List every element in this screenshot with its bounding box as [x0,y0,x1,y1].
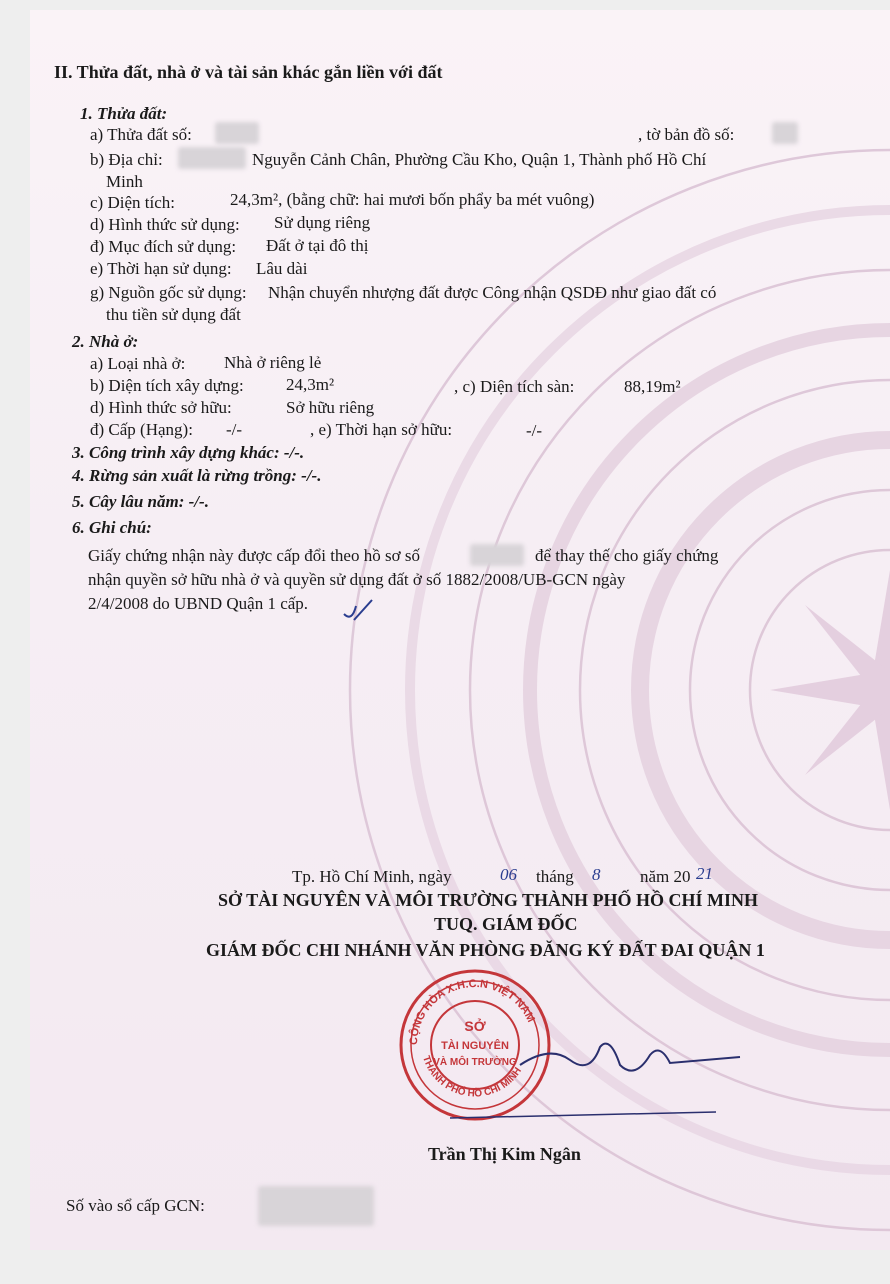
month-label: tháng [536,867,574,886]
forest: 4. Rừng sản xuất là rừng trồng: -/-. [72,466,322,485]
section-heading: II. Thửa đất, nhà ở và tài sản khác gắn liền với đất [54,62,443,82]
address-value: Nguyễn Cảnh Chân, Phường Cầu Kho, Quận 1, Thành phố Hồ Chí [252,150,707,169]
signature-underline [448,1108,718,1122]
house-title: 2. Nhà ở: [72,332,139,351]
director-title: GIÁM ĐỐC CHI NHÁNH VĂN PHÒNG ĐĂNG KÝ ĐẤT ĐAI QUẬN 1 [206,940,765,960]
map-sheet-label: , tờ bản đồ số: [638,125,735,144]
address-label: b) Địa chỉ: [90,150,163,169]
usage-form-value: Sử dụng riêng [274,213,371,232]
notes-line2: nhận quyền sở hữu nhà ở và quyền sử dụng đất ở số 1882/2008/UB-GCN ngày [88,570,626,589]
area-value: 24,3m², (bằng chữ: hai mươi bốn phẩy ba mét vuông) [230,190,595,209]
redacted-house-number [178,147,246,169]
date-day: 06 [500,865,517,884]
year-label: năm 20 [640,867,691,886]
term-value: Lâu dài [256,259,308,278]
date-month: 8 [592,865,601,884]
seal-ring-bottom: THÀNH PHỐ HỒ CHÍ MINH [420,1054,524,1100]
purpose-label: đ) Mục đích sử dụng: [90,237,237,256]
on-behalf: TUQ. GIÁM ĐỐC [434,914,578,934]
notes-line3: 2/4/2008 do UBND Quận 1 cấp. [88,594,309,613]
area-label: c) Diện tích: [90,193,175,212]
house-type-value: Nhà ở riêng lẻ [224,353,322,372]
ownership-value: Sở hữu riêng [286,398,375,417]
term-label: e) Thời hạn sử dụng: [90,259,232,278]
parcel-label: a) Thửa đất số: [90,125,192,144]
notes-line1b: để thay thế cho giấy chứng [535,546,719,565]
seal-ring-text: CỘNG HÒA X.H.C.N VIỆT NAM [407,977,537,1046]
grade-label: đ) Cấp (Hạng): [90,420,193,439]
build-area-value: 24,3m² [286,375,335,394]
other-works: 3. Công trình xây dựng khác: -/-. [72,443,305,462]
floor-area-value: 88,19m² [624,377,681,396]
certificate-page [30,10,890,1250]
seal-center3: VÀ MÔI TRƯỜNG [433,1057,517,1068]
floor-area-label: , c) Diện tích sàn: [454,377,575,396]
purpose-value: Đất ở tại đô thị [266,236,369,255]
ownership-label: d) Hình thức sở hữu: [90,398,232,417]
origin-value: Nhận chuyển nhượng đất được Công nhận QSDĐ như giao đất có [268,283,717,302]
notes-line1a: Giấy chứng nhận này được cấp đổi theo hồ sơ số [88,546,420,565]
grade-value: -/- [226,420,243,439]
agency-name: SỞ TÀI NGUYÊN VÀ MÔI TRƯỜNG THÀNH PHỐ HỒ CHÍ MINH [218,890,759,910]
own-term-value: -/- [526,421,543,440]
origin-label: g) Nguồn gốc sử dụng: [90,283,247,302]
redacted-map [772,122,798,144]
redacted-registry-number [258,1186,374,1226]
build-area-label: b) Diện tích xây dựng: [90,376,244,395]
initial-mark [342,598,376,626]
handwritten-signature [510,1025,750,1095]
date-year: 21 [696,864,713,883]
land-title: 1. Thửa đất: [80,104,168,123]
signer-name: Trần Thị Kim Ngân [428,1144,581,1164]
address-cont: Minh [106,172,143,191]
date-place: Tp. Hồ Chí Minh, ngày [292,867,452,886]
perennial-trees: 5. Cây lâu năm: -/-. [72,492,209,511]
seal-center2: TÀI NGUYÊN [441,1040,509,1052]
redacted-parcel [215,122,259,144]
registry-label: Số vào sổ cấp GCN: [66,1196,205,1215]
origin-cont: thu tiền sử dụng đất [106,305,241,324]
redacted-file-number [470,544,524,566]
own-term-label: , e) Thời hạn sở hữu: [310,420,453,439]
seal-center1: SỞ [464,1018,486,1034]
house-type-label: a) Loại nhà ở: [90,354,186,373]
notes-title: 6. Ghi chú: [72,518,152,537]
usage-form-label: d) Hình thức sử dụng: [90,215,240,234]
